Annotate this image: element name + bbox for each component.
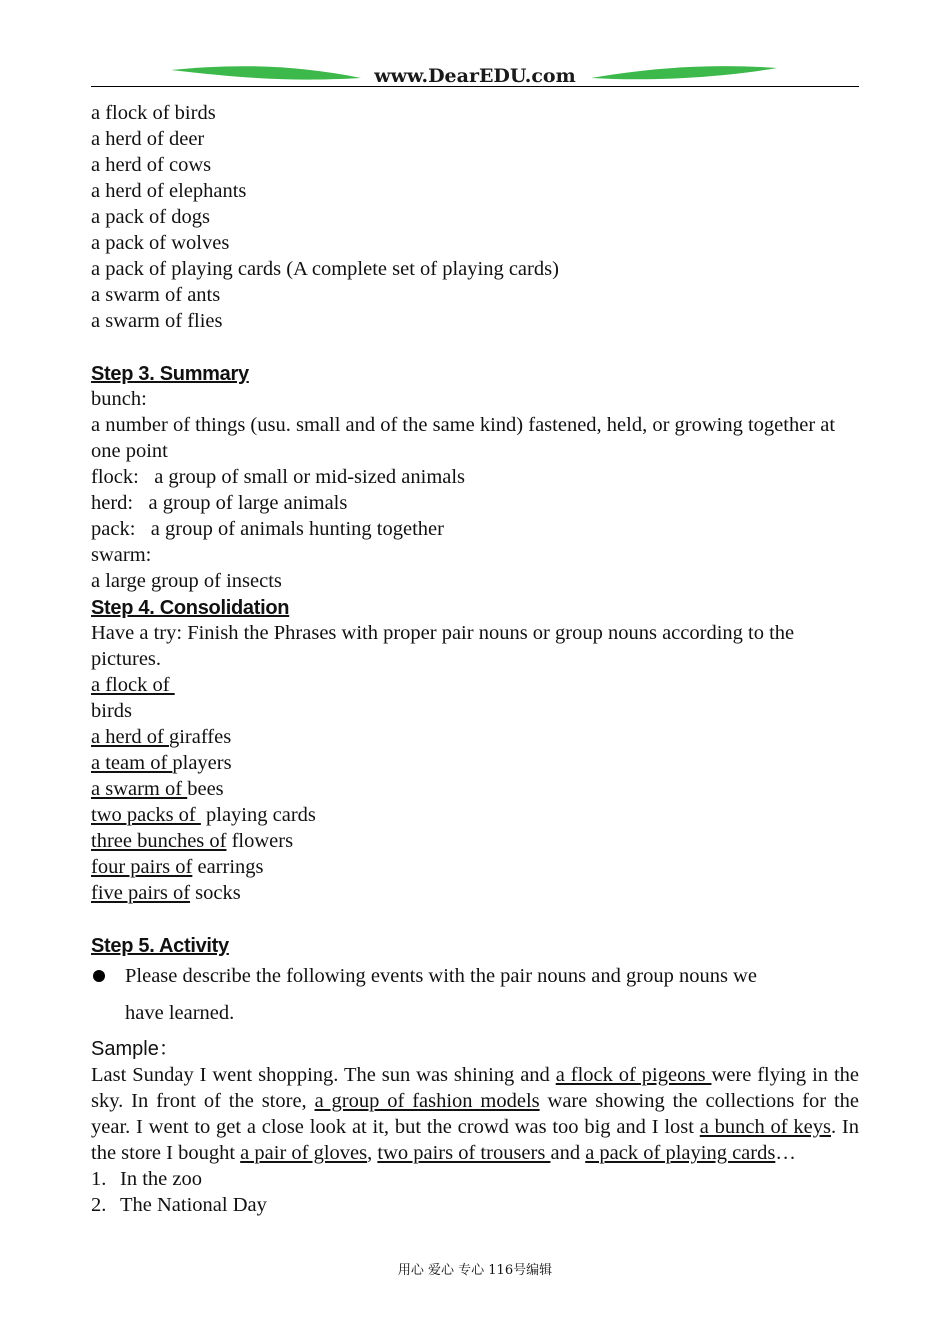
right-leaf-icon — [591, 66, 777, 79]
bullet-text-line2: have learned. — [125, 1002, 235, 1024]
phrase-blank: a team of — [91, 752, 173, 774]
phrase-item — [91, 854, 859, 880]
sample-phrase: a group of fashion models — [314, 1090, 540, 1112]
list-item: a pack of wolves — [91, 232, 230, 254]
list-item: a pack of playing cards (A complete set of playing cards) — [91, 258, 559, 280]
page-header — [91, 62, 859, 90]
activity-bullet — [91, 958, 859, 1032]
step5-heading: Step 5. Activity — [91, 935, 229, 957]
phrase-noun: birds — [91, 700, 132, 722]
step4-heading: Step 4. Consolidation — [91, 597, 290, 619]
group-noun-list — [91, 100, 859, 334]
sample-text: Last Sunday I went shopping. The sun was shining and — [91, 1064, 556, 1086]
site-logo — [91, 62, 859, 88]
phrase-list — [91, 672, 859, 906]
bunch-definition: a number of things (usu. small and of the same kind) fastened, held, or growing together at one point — [91, 414, 836, 462]
swarm-definition: a large group of insects — [91, 570, 282, 592]
phrase-noun: giraffes — [168, 726, 232, 748]
sample-text: … — [775, 1142, 796, 1164]
sample-phrase: a flock of pigeons — [555, 1064, 712, 1086]
bullet-icon — [93, 970, 105, 982]
sample-text: ware showing the collections for the year. I went to get a close look at it, but the crowd was too big and I lost — [91, 1090, 860, 1138]
page-footer: 用心 爱心 专心 116号编辑 — [397, 1263, 553, 1278]
phrase-item — [91, 802, 859, 828]
list-item: a swarm of flies — [91, 310, 223, 332]
list-item: a herd of cows — [91, 154, 212, 176]
numbered-item — [91, 1192, 859, 1218]
sample-phrase: a pack of playing cards — [585, 1142, 776, 1164]
phrase-blank: four pairs of — [91, 856, 193, 878]
phrase-blank: a herd of — [91, 726, 169, 748]
flock-definition: flock: a group of small or mid-sized animals — [91, 466, 466, 488]
sample-phrase: two pairs of trousers — [377, 1142, 551, 1164]
phrase-noun: earrings — [192, 856, 264, 878]
phrase-blank: a flock of — [91, 674, 175, 696]
herd-definition: herd: a group of large animals — [91, 492, 348, 514]
item-number: 2. — [91, 1194, 107, 1216]
phrase-item — [91, 776, 859, 802]
list-item: a swarm of ants — [91, 284, 221, 306]
phrase-item — [91, 724, 859, 750]
sample-text: and — [550, 1142, 586, 1164]
numbered-item — [91, 1166, 859, 1192]
left-leaf-icon — [171, 66, 361, 79]
swarm-term: swarm: — [91, 544, 152, 566]
phrase-item — [91, 672, 859, 698]
sample-paragraph — [91, 1062, 859, 1166]
header-rule — [91, 86, 859, 87]
phrase-noun: bees — [187, 778, 224, 800]
list-item: a flock of birds — [91, 102, 216, 124]
step4-instruction: Have a try: Finish the Phrases with proper pair nouns or group nouns according to the pictures. — [91, 622, 795, 670]
phrase-noun: players — [172, 752, 232, 774]
phrase-item — [91, 750, 859, 776]
phrase-noun: playing cards — [200, 804, 316, 826]
sample-text: . In the store I bought — [91, 1116, 859, 1164]
step3-heading: Step 3. Summary — [91, 363, 249, 385]
list-item: a herd of elephants — [91, 180, 247, 202]
item-number: 1. — [91, 1168, 107, 1190]
pack-definition: pack: a group of animals hunting together — [91, 518, 444, 540]
phrase-blank: five pairs of — [91, 882, 191, 904]
sample-text: , — [367, 1142, 378, 1164]
list-item: a pack of dogs — [91, 206, 210, 228]
phrase-item — [91, 880, 859, 906]
item-text: In the zoo — [120, 1168, 202, 1190]
bunch-term: bunch: — [91, 388, 147, 410]
sample-label: Sample： — [91, 1038, 179, 1060]
phrase-blank: two packs of — [91, 804, 201, 826]
phrase-item — [91, 698, 859, 724]
bullet-text-line1: Please describe the following events with the pair nouns and group nouns we — [125, 965, 757, 987]
document-body — [91, 100, 859, 1218]
phrase-blank: three bunches of — [91, 830, 227, 852]
phrase-blank: a swarm of — [91, 778, 188, 800]
item-text: The National Day — [120, 1194, 267, 1216]
phrase-item — [91, 828, 859, 854]
phrase-noun: flowers — [226, 830, 294, 852]
phrase-noun: socks — [190, 882, 241, 904]
site-name: www.DearEDU.com — [374, 65, 576, 87]
list-item: a herd of deer — [91, 128, 205, 150]
sample-phrase: a pair of gloves — [240, 1142, 368, 1164]
sample-text: were flying in the sky. In front of the store, — [91, 1064, 859, 1112]
sample-phrase: a bunch of keys — [699, 1116, 831, 1138]
